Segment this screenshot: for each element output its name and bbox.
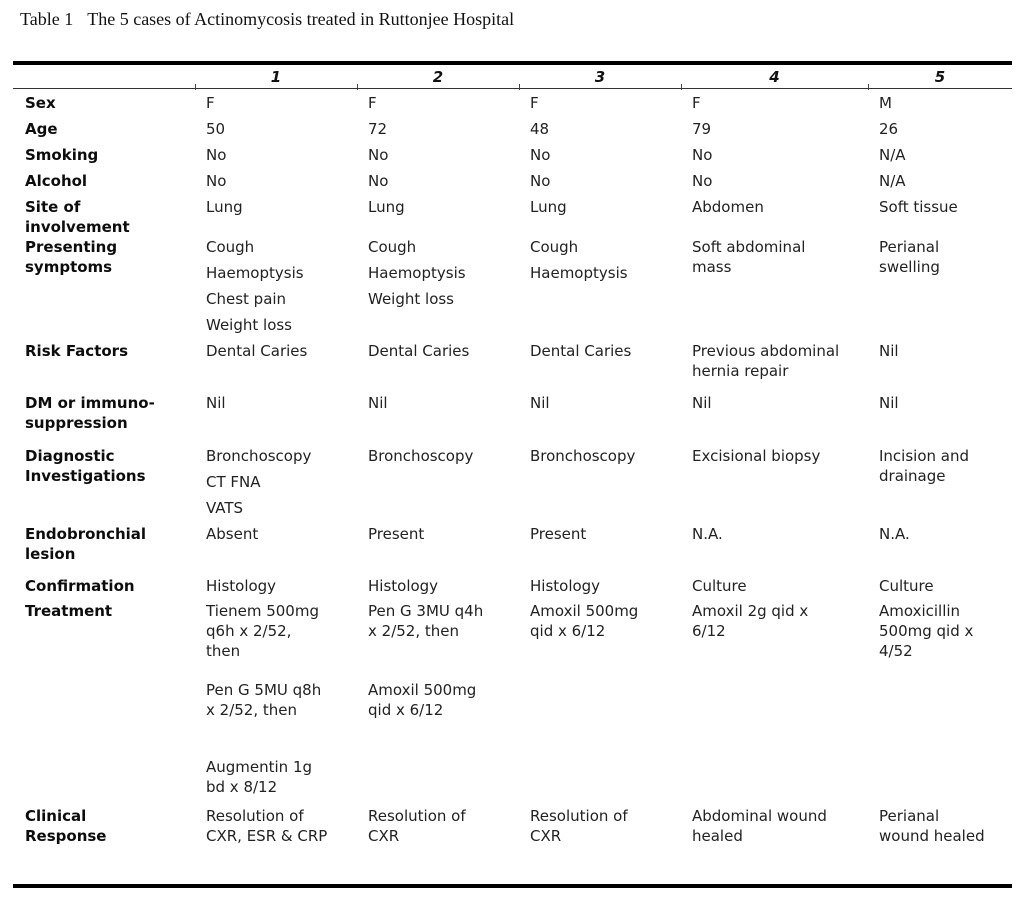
table-cell [681,197,868,237]
text-line: Smoking [25,146,99,164]
text-line: Soft tissue [879,198,958,216]
cell-item [879,341,1012,361]
row-label [13,171,195,191]
text-line: No [692,146,713,164]
text-line: Alcohol [25,172,88,190]
text-line: CXR [368,827,400,845]
cell-item [368,576,519,596]
text-line: Weight loss [368,290,455,308]
text-line: Cough [530,238,579,256]
text-line: 4/52 [879,642,913,660]
table-cell [681,145,868,165]
text-line: Tienem 500mg [206,602,319,620]
cell-item [879,393,1012,413]
table-cell [681,119,868,139]
table-cell [868,237,1012,335]
text-line: Risk Factors [25,342,129,360]
row-label [13,576,195,596]
text-line: Bronchoscopy [530,447,636,465]
text-line: N/A [879,146,906,164]
table-cell [357,446,519,518]
cell-item [368,289,519,309]
column-header-row [13,65,1012,89]
table-cell [868,145,1012,165]
cell-item [206,524,357,544]
table-cell [195,93,357,113]
text-line: Cough [368,238,417,256]
text-line: F [530,94,539,112]
cell-item [530,145,681,165]
text-line: Dental Caries [368,342,470,360]
table-cell [195,197,357,237]
text-line: Abdominal wound [692,807,827,825]
column-tick [195,84,196,90]
table-row [13,237,1012,335]
text-line: qid x 6/12 [530,622,606,640]
table-cell [868,93,1012,113]
table-row [13,197,1012,237]
table-cell [681,601,868,797]
table-row [13,524,1012,564]
cell-item [206,289,357,309]
text-line: Treatment [25,602,113,620]
text-line: Perianal [879,238,940,256]
table-cell [868,197,1012,237]
text-line: Histology [368,577,439,595]
cell-item [206,315,357,335]
row-label [13,145,195,165]
table-cell [357,393,519,433]
table-cell [357,524,519,564]
table-cell [681,576,868,596]
table-cell [681,341,868,381]
text-line: Absent [206,525,259,543]
text-line: Amoxicillin [879,602,961,620]
cell-item [692,237,868,277]
text-line: Present [368,525,425,543]
data-table [13,61,1012,888]
text-line: Perianal [879,807,940,825]
text-line: Haemoptysis [206,264,304,282]
table-cell [519,93,681,113]
column-header: 4 [769,67,780,86]
text-line: 500mg qid x [879,622,974,640]
cell-item [206,472,357,492]
text-line: drainage [879,467,946,485]
table-cell [868,576,1012,596]
table-cell [519,197,681,237]
table-cell [195,446,357,518]
text-line: Response [25,827,107,845]
text-line: Amoxil 2g qid x [692,602,809,620]
table-row [13,393,1012,433]
cell-item [530,601,681,680]
cell-item [879,171,1012,191]
table-cell [868,171,1012,191]
text-line: CXR, ESR & CRP [206,827,328,845]
text-line: Previous abdominal [692,342,840,360]
text-line: N.A. [879,525,910,543]
text-line: No [206,172,227,190]
cell-item [879,524,1012,544]
cell-item [530,93,681,113]
cell-item [879,576,1012,596]
cell-item [368,393,519,413]
cell-item [368,93,519,113]
cell-item [530,263,681,283]
cell-item [692,806,868,846]
cell-item [530,393,681,413]
text-line: CXR [530,827,562,845]
text-line: Nil [879,342,899,360]
cell-item [692,145,868,165]
column-tick [868,84,869,90]
cell-item [692,446,868,466]
table-cell [868,446,1012,518]
table-row [13,446,1012,518]
cell-item [368,341,519,361]
table-row [13,806,1012,846]
table-cell [195,393,357,433]
table-cell [519,119,681,139]
text-line: Bronchoscopy [368,447,474,465]
table-cell [357,576,519,596]
text-line: Lung [530,198,567,216]
column-tick [357,84,358,90]
cell-item [530,171,681,191]
cell-item [206,171,357,191]
cell-item [879,237,1012,277]
table-cell [868,393,1012,433]
text-line: Culture [879,577,934,595]
text-line: Histology [530,577,601,595]
table-row [13,601,1012,797]
cell-item [206,446,357,466]
row-label [13,341,195,381]
text-line: Confirmation [25,577,135,595]
text-line: F [368,94,377,112]
table-cell [681,237,868,335]
table-row [13,576,1012,596]
cell-item [530,806,681,846]
cell-item [692,601,868,680]
text-line: Nil [368,394,388,412]
cell-item [692,341,868,381]
cell-item [368,119,519,139]
cell-item [530,341,681,361]
text-line: F [206,94,215,112]
cell-item [206,93,357,113]
cell-item [206,119,357,139]
text-line: Abdomen [692,198,764,216]
text-line: Pen G 5MU q8h [206,681,322,699]
text-line: mass [692,258,732,276]
table-cell [519,341,681,381]
cell-item [692,576,868,596]
table-cell [195,524,357,564]
text-line: 79 [692,120,712,138]
text-line: Presenting [25,238,118,256]
text-line: Dental Caries [530,342,632,360]
text-line: CT FNA [206,473,261,491]
text-line: Clinical [25,807,87,825]
text-line: Diagnostic [25,447,115,465]
text-line: F [692,94,701,112]
table-cell [195,171,357,191]
cell-item [368,263,519,283]
text-line: Soft abdominal [692,238,806,256]
cell-item [206,806,357,846]
text-line: Lung [368,198,405,216]
cell-item [879,93,1012,113]
text-line: x 2/52, then [368,622,459,640]
cell-item [206,263,357,283]
column-header: 5 [934,67,946,86]
text-line: bd x 8/12 [206,778,278,796]
text-line: Chest pain [206,290,287,308]
cell-item [692,93,868,113]
table-cell [195,145,357,165]
cell-item [368,145,519,165]
text-line: Pen G 3MU q4h [368,602,484,620]
cell-item [206,237,357,257]
cell-item [692,171,868,191]
text-line: No [368,146,389,164]
table-cell [195,806,357,846]
cell-item [206,393,357,413]
cell-item [879,446,1012,486]
cell-item [530,197,681,217]
cell-item [206,197,357,217]
row-label [13,806,195,846]
text-line: Nil [692,394,712,412]
cell-item [206,498,357,518]
cell-item [692,119,868,139]
row-label [13,446,195,518]
table-caption [20,8,1024,30]
table-cell [195,601,357,797]
cell-item [368,446,519,466]
text-line: Augmentin 1g [206,758,313,776]
table-cell [519,806,681,846]
cell-item [879,197,1012,217]
cell-item [692,393,868,413]
cell-item [692,524,868,544]
table-row [13,171,1012,191]
table-cell [519,446,681,518]
text-line: healed [692,827,743,845]
table-row [13,145,1012,165]
table-body [13,89,1012,846]
column-tick [681,84,682,90]
table-cell [357,341,519,381]
column-header: 1 [270,67,282,86]
text-line: N/A [879,172,906,190]
text-line: suppression [25,414,128,432]
cell-item [530,119,681,139]
text-line: Excisional biopsy [692,447,821,465]
text-line: 72 [368,120,388,138]
text-line: Sex [25,94,56,112]
text-line: Haemoptysis [530,264,628,282]
text-line: 48 [530,120,550,138]
cell-item [368,171,519,191]
text-line: No [692,172,713,190]
cell-item [368,806,519,846]
text-line: 26 [879,120,899,138]
table-cell [357,806,519,846]
text-line: q6h x 2/52, [206,622,292,640]
table-cell [195,576,357,596]
text-line: Resolution of [206,807,304,825]
text-line: Resolution of [368,807,466,825]
table-cell [195,119,357,139]
table-cell [681,171,868,191]
table-cell [868,119,1012,139]
text-line: Haemoptysis [368,264,466,282]
cell-item [206,145,357,165]
text-line: Nil [206,394,226,412]
table-cell [681,93,868,113]
text-line: No [530,146,551,164]
row-label [13,524,195,564]
text-line: DM or immuno- [25,394,155,412]
cell-item [530,524,681,544]
text-line: involvement [25,218,130,236]
cell-item [206,576,357,596]
text-line: x 2/52, then [206,701,297,719]
cell-item [206,680,357,757]
table-cell [519,524,681,564]
table-cell [681,524,868,564]
row-label [13,197,195,237]
cell-item [368,680,519,757]
text-line: Age [25,120,58,138]
text-line: 50 [206,120,226,138]
cell-item [879,119,1012,139]
table-cell [681,806,868,846]
cell-item [368,601,519,680]
text-line: Histology [206,577,277,595]
text-line: Amoxil 500mg [368,681,477,699]
text-line: No [206,146,227,164]
text-line: Resolution of [530,807,628,825]
text-line: M [879,94,892,112]
cell-item [368,197,519,217]
text-line: symptoms [25,258,113,276]
cell-item [879,806,1012,846]
cell-item [206,757,357,797]
text-line: Weight loss [206,316,293,334]
text-line: then [206,642,241,660]
row-label [13,93,195,113]
table-cell [519,171,681,191]
text-line: wound healed [879,827,985,845]
text-line: Dental Caries [206,342,308,360]
table-cell [868,524,1012,564]
cell-item [879,145,1012,165]
cell-item [530,576,681,596]
row-label [13,601,195,797]
text-line: qid x 6/12 [368,701,444,719]
cell-item [530,446,681,466]
text-line: Present [530,525,587,543]
table-cell [357,119,519,139]
text-line: Cough [206,238,255,256]
column-header: 3 [594,67,606,86]
table-cell [357,145,519,165]
column-tick [519,84,520,90]
cell-item [368,524,519,544]
text-line: Amoxil 500mg [530,602,639,620]
cell-item [692,197,868,217]
text-line: 6/12 [692,622,726,640]
table-cell [868,806,1012,846]
text-line: Bronchoscopy [206,447,312,465]
text-line: Endobronchial [25,525,147,543]
table-cell [357,601,519,797]
table-row [13,119,1012,139]
row-label [13,393,195,433]
text-line: Lung [206,198,243,216]
table-cell [519,576,681,596]
table-cell [681,446,868,518]
table-cell [868,601,1012,797]
text-line: lesion [25,545,76,563]
text-line: VATS [206,499,244,517]
text-line: swelling [879,258,940,276]
text-line: Nil [530,394,550,412]
table-cell [195,237,357,335]
text-line: Investigations [25,467,146,485]
text-line: Site of [25,198,81,216]
cell-item [530,237,681,257]
row-label [13,237,195,335]
table-cell [357,237,519,335]
table-cell [357,93,519,113]
table-cell [519,601,681,797]
text-line: Nil [879,394,899,412]
cell-item [206,341,357,361]
table-cell [357,171,519,191]
cell-item [368,237,519,257]
column-header: 2 [432,67,444,86]
text-line: Culture [692,577,747,595]
row-label [13,119,195,139]
table-cell [519,145,681,165]
table-row [13,93,1012,113]
text-line: N.A. [692,525,723,543]
text-line: No [368,172,389,190]
text-line: hernia repair [692,362,789,380]
table-row [13,341,1012,381]
table-cell [868,341,1012,381]
table-cell [681,393,868,433]
table-cell [519,393,681,433]
text-line: No [530,172,551,190]
text-line: Incision and [879,447,969,465]
table-cell [357,197,519,237]
cell-item [206,601,357,680]
table-cell [519,237,681,335]
caption-text: The 5 cases of Actinomycosis treated in Ruttonjee Hospital [87,9,515,29]
table-cell [195,341,357,381]
caption-label: Table 1 [20,9,74,29]
bottom-rule [13,884,1012,888]
cell-item [879,601,1012,680]
